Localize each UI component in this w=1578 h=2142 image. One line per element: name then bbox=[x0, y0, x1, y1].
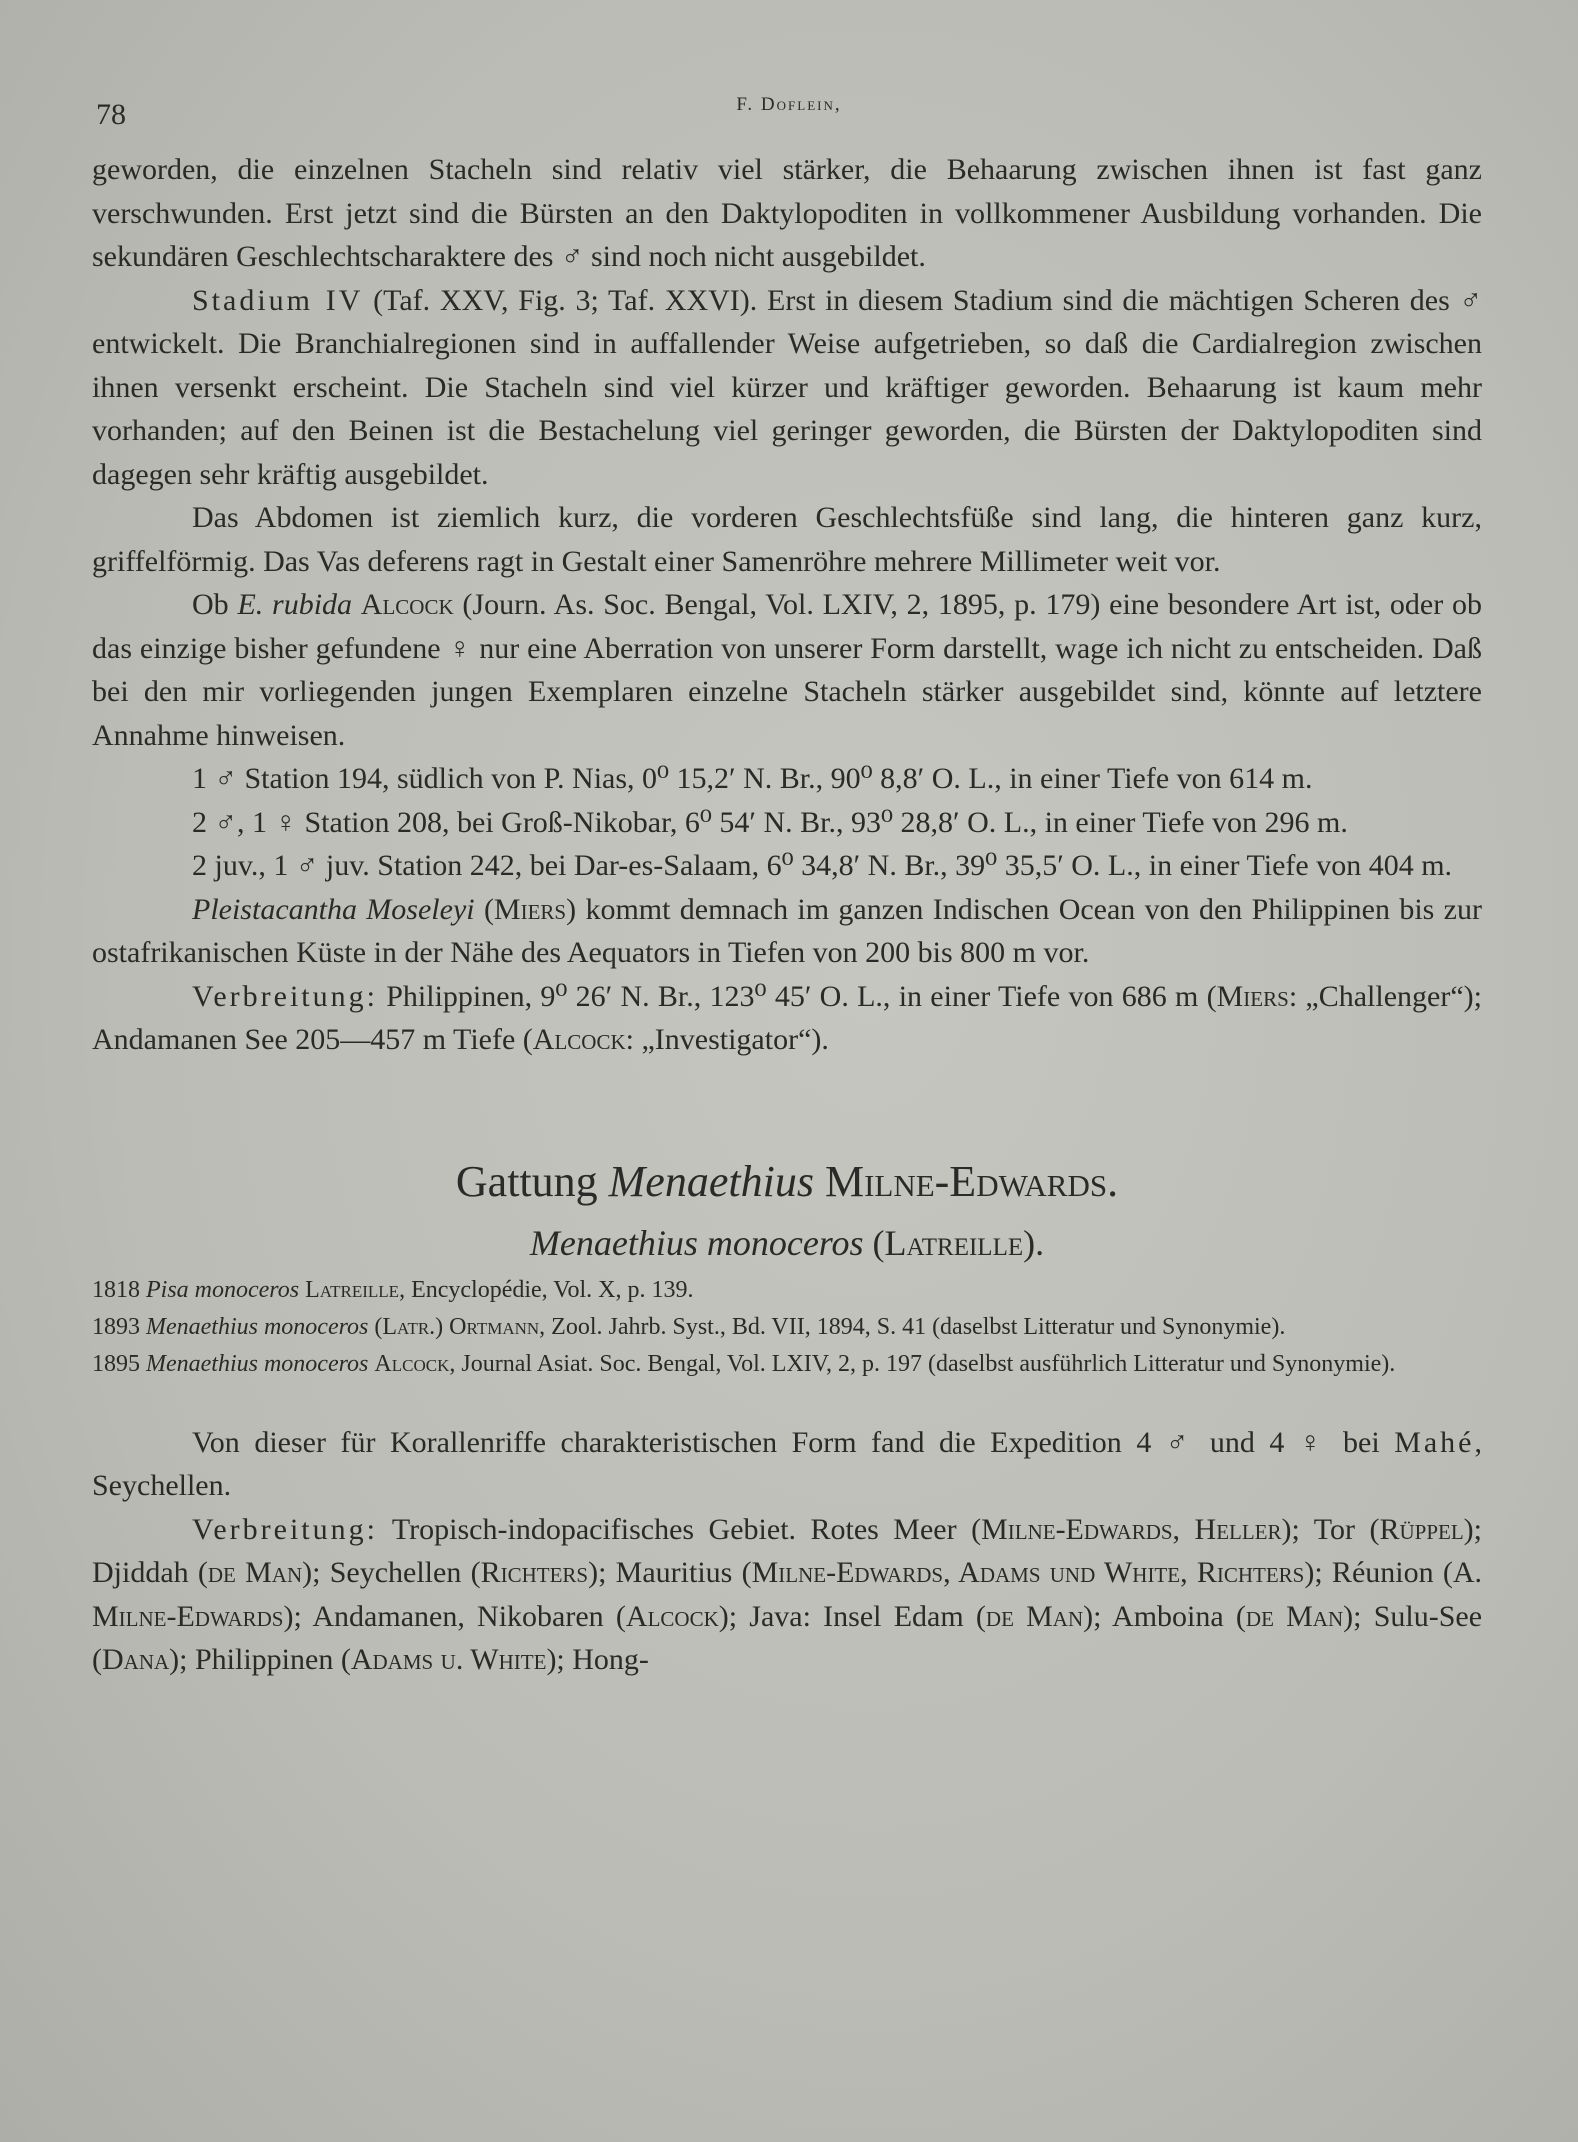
paragraph-stage-iii-end: geworden, die einzelnen Stacheln sind relativ viel stärker, die Behaarung zwischen ihnen ist fast ganz verschwunden. Erst jetzt sind die Bürsten an den Daktylopoditen in vollkommener Ausbildung vorhanden. Die sekundären Geschlechtscharaktere des ♂ sind noch nicht ausgebildet. bbox=[92, 153, 1482, 273]
paragraph-verbreitung-1: Verbreitung: Philippinen, 9⁰ 26′ N. Br., 123⁰ 45′ O. L., in einer Tiefe von 686 m (Miers: „Challenger“); Andamanen See 205—457 m Tiefe (Alcock: „Investigator“). bbox=[92, 979, 1482, 1056]
station-record: 2 ♂, 1 ♀ Station 208, bei Groß-Nikobar, 6⁰ 54′ N. Br., 93⁰ 28,8′ O. L., in einer Tiefe von 296 m. bbox=[192, 805, 1348, 839]
paragraph-distribution-summary: Pleistacantha Moseleyi (Miers) kommt demnach im ganzen Indischen Ocean von den Philippinen bis zur ostafrikanischen Küste in der Nähe des Aequators in Tiefen von 200 bis 800 m vor. bbox=[92, 892, 1482, 969]
synonymy-entry: 1895 Menaethius monoceros Alcock, Journal Asiat. Soc. Bengal, Vol. LXIV, 2, p. 197 (daselbst ausführlich Litteratur und Synonymie). bbox=[92, 1350, 1396, 1377]
verbreitung-label: Verbreitung: bbox=[192, 979, 378, 1013]
paragraph-rubida: Ob E. rubida Alcock (Journ. As. Soc. Bengal, Vol. LXIV, 2, 1895, p. 179) eine besondere Art ist, oder ob das einzige bisher gefundene ♀ nur eine Aberration von unserer Form darstellt, wage ich nicht zu entscheiden. Daß bei den mir vorliegenden jungen Exemplaren einzelne Stacheln stärker ausgebildet sind, könnte auf letztere Annahme hinweisen. bbox=[92, 588, 1482, 752]
station-record: 1 ♂ Station 194, südlich von P. Nias, 0⁰ 15,2′ N. Br., 90⁰ 8,8′ O. L., in einer Tiefe von 614 m. bbox=[192, 762, 1313, 795]
genus-author: Milne-Edwards. bbox=[824, 1156, 1119, 1206]
species-author: (Latreille). bbox=[872, 1222, 1045, 1263]
page-header bbox=[92, 92, 1486, 132]
running-title: F. Doflein, bbox=[736, 94, 842, 115]
paragraph-expedition-find: Von dieser für Korallenriffe charakteristischen Form fand die Expedition 4 ♂ und 4 ♀ bei Mahé, Seychellen. bbox=[92, 1425, 1482, 1502]
paragraph-verbreitung-2: Verbreitung: Tropisch-indopacifisches Gebiet. Rotes Meer (Milne-Edwards, Heller); Tor (Rüppel); Djiddah (de Man); Seychellen (Richters); Mauritius (Milne-Edwards, Adams und White, Richters); Réunion (A. Milne-Edwards); Andamanen, Nikobaren (Alcock); Java: Insel Edam (de Man); Amboina (de Man); Sulu-See (Dana); Philippinen (Adams u. White); Hong- bbox=[92, 1512, 1483, 1676]
synonymy-list bbox=[92, 1276, 1482, 1379]
page-body bbox=[92, 148, 1482, 1682]
species-heading bbox=[92, 1220, 1482, 1266]
species-name: Menaethius monoceros bbox=[529, 1222, 864, 1263]
synonymy-entry: 1893 Menaethius monoceros (Latr.) Ortmann, Zool. Jahrb. Syst., Bd. VII, 1894, S. 41 (daselbst Litteratur und Synonymie). bbox=[92, 1313, 1286, 1340]
species-name: Pleistacantha Moseleyi bbox=[192, 892, 475, 926]
paragraph-abdomen: Das Abdomen ist ziemlich kurz, die vorderen Geschlechtsfüße sind lang, die hinteren ganz kurz, griffelförmig. Das Vas deferens ragt in Gestalt einer Samenröhre mehrere Millimeter weit vor. bbox=[92, 501, 1482, 578]
genus-heading: Gattung Menaethius Milne-Edwards. bbox=[455, 1156, 1119, 1206]
verbreitung-label: Verbreitung: bbox=[192, 1512, 378, 1546]
author-name: Alcock bbox=[360, 588, 454, 621]
place-name: Mahé bbox=[1394, 1425, 1475, 1459]
author-name: (Miers) bbox=[483, 892, 577, 926]
synonymy-entry: 1818 Pisa monoceros Latreille, Encyclopédie, Vol. X, p. 139. bbox=[92, 1276, 694, 1303]
station-record: 2 juv., 1 ♂ juv. Station 242, bei Dar-es-Salaam, 6⁰ 34,8′ N. Br., 39⁰ 35,5′ O. L., in einer Tiefe von 404 m. bbox=[192, 849, 1453, 882]
genus-name: Menaethius bbox=[608, 1156, 814, 1206]
paragraph-stage-iv: Stadium IV (Taf. XXV, Fig. 3; Taf. XXVI). Erst in diesem Stadium sind die mächtigen Scheren des ♂ entwickelt. Die Branchialregionen sind in auffallender Weise aufgetrieben, so daß die Cardialregion zwischen ihnen versenkt erscheint. Die Stacheln sind viel kürzer und kräftiger geworden. Behaarung ist kaum mehr vorhanden; auf den Beinen ist die Bestachelung viel geringer geworden, die Bürsten der Daktylopoditen sind dagegen sehr kräftig ausgebildet. bbox=[92, 283, 1482, 491]
page-number: 78 bbox=[96, 98, 126, 131]
species-name: E. rubida bbox=[237, 588, 353, 621]
stage-heading: Stadium IV bbox=[192, 283, 364, 317]
